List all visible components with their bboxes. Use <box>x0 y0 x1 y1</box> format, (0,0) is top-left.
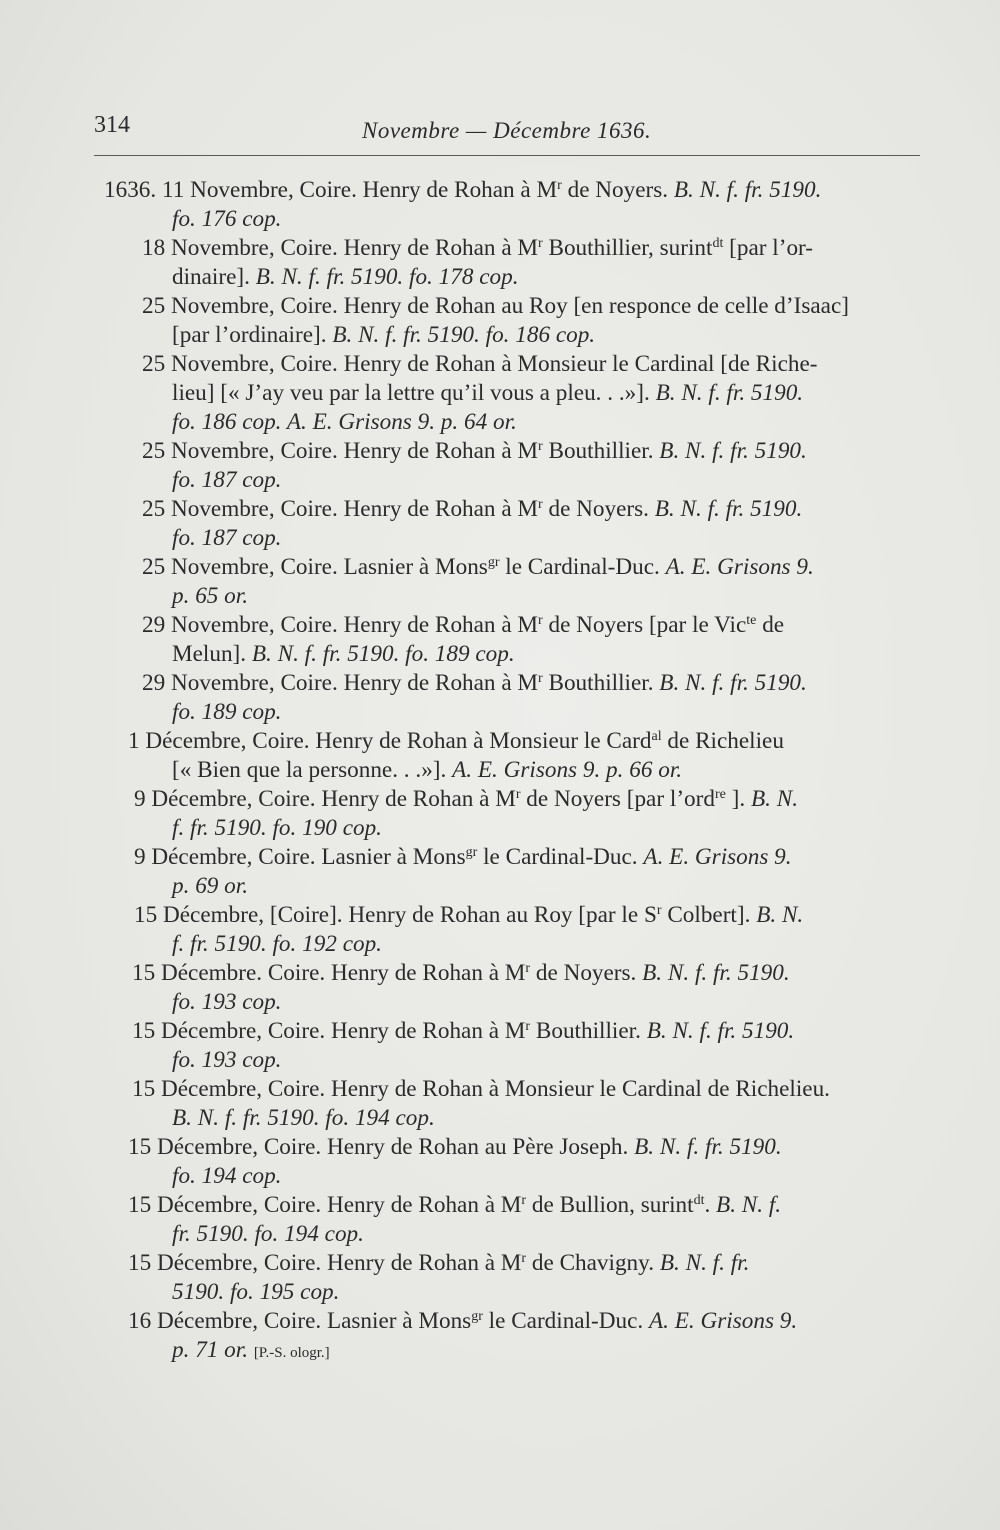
entry-reference: A. E. Grisons 9. <box>643 844 792 870</box>
entry-reference: B. N. f. fr. 5190. <box>659 670 807 696</box>
entry-item: 16 Décembre, Coire. Lasnier à Mons$^{gr}$ le Cardinal-Duc. A. E. Grisons 9. p. 71 or. [P.-S. ologr.] <box>128 1308 798 1363</box>
entry-date: 15 Décembre, Coire. <box>128 1250 322 1276</box>
entry-reference: B. N. f. fr. 5190. <box>634 1134 782 1160</box>
entry-item: 15 Décembre, Coire. Henry de Rohan à $M^r$ de Chavigny. B. N. f. fr. 5190. fo. 195 cop. <box>128 1249 924 1307</box>
entry-item: 15 Décembre, Coire. Henry de Rohan à $M^r$ de Bullion, surint$^{dt}$. B. N. f. fr. 5190. fo. 194 cop. <box>128 1191 924 1249</box>
entry-reference: B. N. f. fr. 5190. <box>655 380 804 406</box>
entry-date: 25 Novembre, Coire. <box>142 293 338 319</box>
entry-reference: fo. 187 cop. <box>172 467 282 493</box>
entry-date: 1636. 11 Novembre, Coire. <box>104 177 357 203</box>
entry-date: 9 Décembre, Coire. <box>134 786 316 812</box>
entry-reference: fr. 5190. fo. 194 cop. <box>172 1221 364 1247</box>
entry-reference: p. 69 or. <box>172 873 249 899</box>
entry-date: 25 Novembre, Coire. <box>142 554 338 580</box>
entry-reference: fo. 193 cop. <box>172 989 282 1015</box>
page-number: 314 <box>94 112 130 138</box>
entry-reference: fo. 194 cop. <box>172 1163 282 1189</box>
entry-date: 29 Novembre, Coire. <box>142 612 338 638</box>
entry-reference: p. 71 or. <box>172 1337 249 1363</box>
entry-item: 25 Novembre, Coire. Henry de Rohan à Monsieur le Cardinal [de Riche- lieu] [« J’ay veu par la lettre qu’il vous a pleu. . .»]. B. N. f. fr. 5190. fo. 186 cop. A. E. Grisons 9. p. 64 or. <box>142 350 924 437</box>
entry-date: 9 Décembre, Coire. <box>134 844 316 870</box>
entry-reference: B. N. f. <box>716 1192 782 1218</box>
entry-date: 15 Décembre, [Coire]. <box>134 902 343 928</box>
entry-date: 15 Décembre. Coire. <box>132 960 326 986</box>
entry-reference: A. E. Grisons 9. <box>665 554 814 580</box>
entry-item: 15 Décembre, Coire. Henry de Rohan à $M^r$ Bouthillier. B. N. f. fr. 5190. fo. 193 cop. <box>132 1017 924 1075</box>
entry-item: 25 Novembre, Coire. Henry de Rohan au Roy [en responce de celle d’Isaac] [par l’ordinaire]. B. N. f. fr. 5190. fo. 186 cop. <box>142 293 849 348</box>
entry-date: 18 Novembre, Coire. <box>142 235 338 261</box>
entry-item: 15 Décembre. Coire. Henry de Rohan à $M^r$ de Noyers. B. N. f. fr. 5190. fo. 193 cop. <box>132 959 924 1017</box>
entry-reference: fo. 193 cop. <box>172 1047 282 1073</box>
entry-note: [P.-S. ologr.] <box>253 1345 330 1361</box>
entry-reference: B. N. f. fr. 5190. <box>642 960 790 986</box>
entry-reference: B. N. f. fr. 5190. fo. 194 cop. <box>172 1105 435 1131</box>
entry-reference: A. E. Grisons 9. <box>649 1308 798 1334</box>
entry-reference: B. N. <box>750 786 798 812</box>
entry-item: 1636. 11 Novembre, Coire. Henry de Rohan à $M^r$ de Noyers. B. N. f. fr. 5190. fo. 176 cop. <box>104 176 924 234</box>
entry-item: 15 Décembre, Coire. Henry de Rohan au Père Joseph. B. N. f. fr. 5190. fo. 194 cop. <box>128 1133 924 1191</box>
entry-reference: B. N. f. fr. <box>659 1250 750 1276</box>
entry-reference: B. N. f. fr. 5190. fo. 189 cop. <box>251 641 515 667</box>
entry-item: 25 Novembre, Coire. Henry de Rohan à $M^r$ de Noyers. B. N. f. fr. 5190. fo. 187 cop. <box>142 495 924 553</box>
entry-reference: f. fr. 5190. fo. 192 cop. <box>172 931 382 957</box>
entry-item: 25 Novembre, Coire. Henry de Rohan à $M^r$ Bouthillier. B. N. f. fr. 5190. fo. 187 cop. <box>142 437 924 495</box>
entry-date: 15 Décembre, Coire. <box>128 1134 322 1160</box>
entry-reference: fo. 187 cop. <box>172 525 282 551</box>
entry-date: 25 Novembre, Coire. <box>142 438 338 464</box>
entry-date: 15 Décembre, Coire. <box>128 1192 322 1218</box>
entry-reference: B. N. f. fr. 5190. fo. 178 cop. <box>255 264 519 290</box>
entry-reference: p. 65 or. <box>172 583 249 609</box>
header-rule <box>94 155 920 156</box>
entry-reference: 5190. fo. 195 cop. <box>172 1279 340 1305</box>
running-title: Novembre — Décembre 1636. <box>362 118 652 143</box>
entry-date: 29 Novembre, Coire. <box>142 670 338 696</box>
entry-reference: fo. 189 cop. <box>172 699 282 725</box>
entry-date: 25 Novembre, Coire. <box>142 496 338 522</box>
entry-reference: B. N. f. fr. 5190. <box>654 496 803 522</box>
entry-date: 25 Novembre, Coire. <box>142 351 338 377</box>
entry-reference: fo. 176 cop. <box>172 206 282 232</box>
entry-item: 29 Novembre, Coire. Henry de Rohan à $M^r$ Bouthillier. B. N. f. fr. 5190. fo. 189 cop. <box>142 669 924 727</box>
entry-item: 9 Décembre, Coire. Lasnier à Mons$^{gr}$ le Cardinal-Duc. A. E. Grisons 9. p. 69 or. <box>134 843 924 901</box>
entry-reference: f. fr. 5190. fo. 190 cop. <box>172 815 382 841</box>
entry-item: 25 Novembre, Coire. Lasnier à Mons$^{gr}$ le Cardinal-Duc. A. E. Grisons 9. p. 65 or. <box>142 553 924 611</box>
entry-item: 15 Décembre, Coire. Henry de Rohan à Monsieur le Cardinal de Richelieu. B. N. f. fr. 5190. fo. 194 cop. <box>132 1075 924 1133</box>
entry-item: 29 Novembre, Coire. Henry de Rohan à $M^r$ de Noyers [par le Vic$^{te}$ de Melun]. B. N. f. fr. 5190. fo. 189 cop. <box>142 612 785 667</box>
entry-reference: fo. 186 cop. A. E. Grisons 9. p. 64 or. <box>172 409 517 435</box>
entry-date: 15 Décembre, Coire. <box>132 1018 326 1044</box>
entry-reference: B. N. f. fr. 5190. <box>673 177 822 203</box>
entry-item: 18 Novembre, Coire. Henry de Rohan à $M^r$ Bouthillier, surint$^{dt}$ [par l’or- dinaire]. B. N. f. fr. 5190. fo. 178 cop. <box>142 235 814 290</box>
entry-reference: B. N. f. fr. 5190. <box>646 1018 795 1044</box>
entry-reference: B. N. f. fr. 5190. fo. 186 cop. <box>332 322 596 348</box>
entry-reference: B. N. f. fr. 5190. <box>659 438 807 464</box>
entry-item: 1 Décembre, Coire. Henry de Rohan à Monsieur le Card$^{al}$ de Richelieu [« Bien que la personne. . .»]. A. E. Grisons 9. p. 66 or. <box>128 728 784 783</box>
entry-date: 15 Décembre, Coire. <box>132 1076 326 1102</box>
entry-reference: B. N. <box>756 902 804 928</box>
entry-date: 16 Décembre, Coire. <box>128 1308 322 1334</box>
entry-item: 15 Décembre, [Coire]. Henry de Rohan au Roy [par le $S^r$ Colbert]. B. N. f. fr. 5190. fo. 192 cop. <box>134 901 924 959</box>
page-header <box>94 108 920 148</box>
entry-reference: A. E. Grisons 9. p. 66 or. <box>452 757 683 783</box>
entry-item: 9 Décembre, Coire. Henry de Rohan à $M^r$ de Noyers [par l’ord$^{re}$ ]. B. N. f. fr. 5190. fo. 190 cop. <box>134 785 924 843</box>
entry-date: 1 Décembre, Coire. <box>128 728 310 754</box>
calendar-entries <box>104 176 924 1368</box>
